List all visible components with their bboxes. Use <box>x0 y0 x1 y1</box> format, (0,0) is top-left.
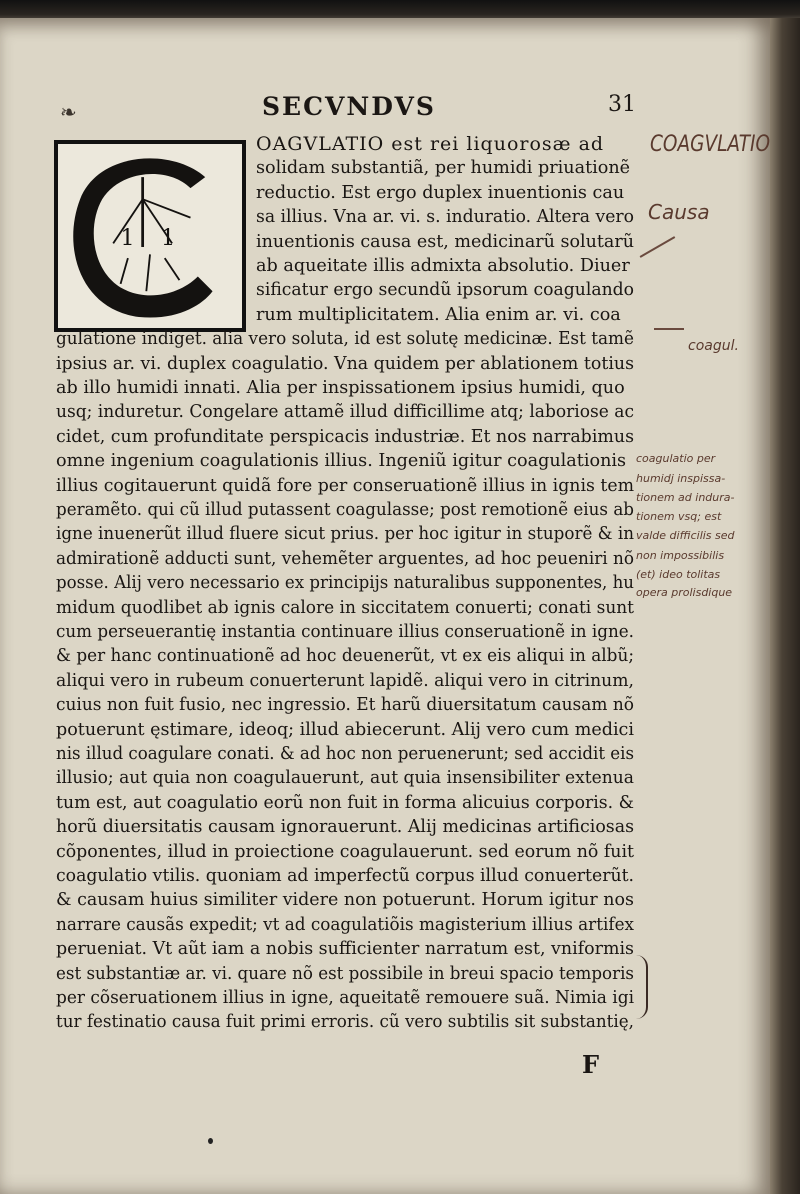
text-line: gulatione indiget. alia vero soluta, id est solutę medicinæ. Est tamẽ <box>56 329 634 350</box>
marginal-note: humidj inspissa- <box>636 472 726 485</box>
text-line: per cõseruationem illius in igne, aqueitatẽ remouere suã. Nimia igi <box>56 988 634 1008</box>
text-line: tur festinatio causa fuit primi erroris. cũ vero subtilis sit substantię, <box>56 1012 634 1033</box>
text-line: nis illud coagulare conati. & ad hoc non peruenerunt; sed accidit eis <box>56 744 634 764</box>
text-line: perueniat. Vt aũt iam a nobis sufficienter narratum est, vniformis <box>56 939 634 960</box>
svg-text:1: 1 <box>161 226 176 252</box>
running-header: SECVNDVS <box>262 92 436 121</box>
text-line: aliqui vero in rubeum conuerterunt lapidẽ. aliqui vero in citrinum, <box>56 670 634 691</box>
svg-text:1: 1 <box>120 226 135 252</box>
initial-c-woodcut <box>58 144 242 328</box>
text-line: narrare causãs expedit; vt ad coagulatiõis magisterium illius artifex <box>56 914 634 935</box>
text-line: cidet, cum profunditate perspicacis industriæ. Et nos narrabimus <box>56 426 634 447</box>
marginal-note: opera prolisdique <box>636 586 733 599</box>
section-mark: ❧ <box>60 100 77 124</box>
text-line: & causam huius similiter videre non potuerunt. Horum igitur nos <box>56 890 634 911</box>
text-line: usq; induretur. Congelare attamẽ illud difficillime atq; laboriose ac <box>56 402 634 423</box>
text-line: coagulatio vtilis. quoniam ad imperfectũ corpus illud conuerterũt. <box>56 866 634 886</box>
marginal-note: coagulatio per <box>636 452 716 465</box>
text-line: est substantiæ ar. vi. quare nõ est possibile in breui spacio temporis <box>56 963 634 984</box>
marginal-note: coagul. <box>688 338 739 354</box>
text-line: ab illo humidi innati. Alia per inspissationem ipsius humidi, quo <box>56 378 625 398</box>
text-line: illius cogitauerunt quidã fore per conseruationẽ illius in ignis tem <box>56 475 634 496</box>
text-line: horũ diuersitatis causam ignorauerunt. Alij medicinas artificiosas <box>56 817 634 838</box>
marginal-note: (et) ideo tolitas <box>636 568 721 581</box>
text-line: posse. Alij vero necessario ex principijs naturalibus supponentes, hu <box>56 573 634 594</box>
text-line: sa illius. Vna ar. vi. s. induratio. Altera vero <box>256 207 634 228</box>
pen-stroke <box>654 328 684 330</box>
marginal-note: COAGVLATIO <box>650 132 770 157</box>
page-number: 31 <box>608 92 636 117</box>
text-line: & per hanc continuationẽ ad hoc deuenerũt, vt ex eis aliqui in albũ; <box>56 646 634 667</box>
marginal-note: tionem vsq; est <box>636 510 722 523</box>
text-line: midum quodlibet ab ignis calore in siccitatem conuerti; conati sunt <box>56 597 634 618</box>
marginal-note: Causa <box>648 200 710 224</box>
marginal-note: tionem ad indura- <box>636 491 735 504</box>
text-line: cum perseuerantię instantia continuare illius conseruationẽ in igne. <box>56 622 634 642</box>
text-line: solidam substantiã, per humidi priuationẽ <box>256 158 631 179</box>
text-line: omne ingenium coagulationis illius. Ingeniũ igitur coagulationis <box>56 451 627 472</box>
signature-mark: F <box>582 1050 600 1079</box>
text-line: admirationẽ adducti sunt, vehemẽter arguentes, ad hoc peueniri nõ <box>56 548 634 569</box>
text-line: rum multiplicitatem. Alia enim ar. vi. coa <box>256 304 621 325</box>
text-line: sificatur ergo secundũ ipsorum coagulando <box>256 280 634 301</box>
marginal-note: non impossibilis <box>636 549 725 562</box>
text-line: OAGVLATIO est rei liquorosæ ad <box>256 133 605 155</box>
book-spine <box>770 18 800 1194</box>
text-line: illusio; aut quia non coagulauerunt, aut quia insensibiliter extenua <box>56 768 634 789</box>
text-line: reductio. Est ergo duplex inuentionis cau <box>256 182 625 203</box>
margin-bracket <box>636 955 648 1019</box>
text-line: cõponentes, illud in proiectione coagulauerunt. sed eorum nõ fuit <box>56 841 634 862</box>
text-line: inuentionis causa est, medicinarũ solutarũ <box>256 231 634 252</box>
text-line: potuerunt ęstimare, ideoq; illud abiecerunt. Alij vero cum medici <box>56 719 634 740</box>
text-line: igne inuenerũt illud fluere sicut prius. per hoc igitur in stuporẽ & in <box>56 524 634 545</box>
text-line: tum est, aut coagulatio eorũ non fuit in forma alicuius corporis. & <box>56 792 634 813</box>
ink-speck <box>208 1138 213 1144</box>
decorated-initial <box>54 140 246 332</box>
text-line: ipsius ar. vi. duplex coagulatio. Vna quidem per ablationem totius <box>56 353 634 374</box>
text-line: cuius non fuit fusio, nec ingressio. Et harũ diuersitatum causam nõ <box>56 695 634 716</box>
marginal-note: valde difficilis sed <box>636 529 735 542</box>
text-line: peramẽto. qui cũ illud putassent coagulasse; post remotionẽ eius ab <box>56 500 634 520</box>
text-line: ab aqueitate illis admixta absolutio. Diuer <box>256 256 630 276</box>
